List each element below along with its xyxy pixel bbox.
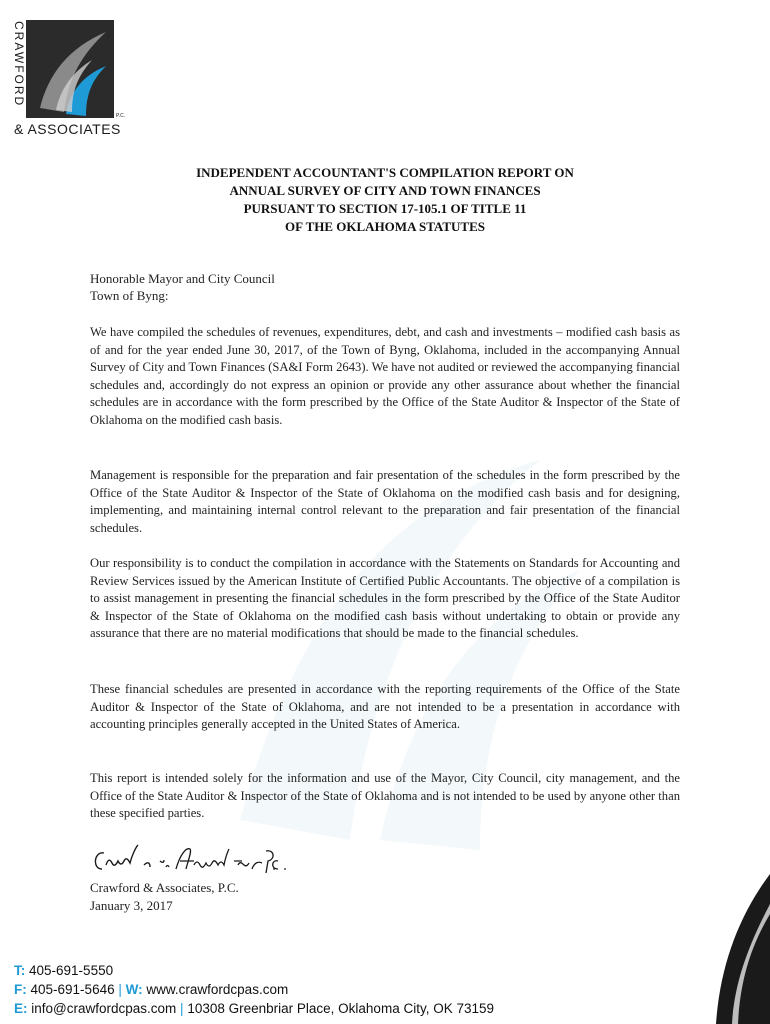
footer-line-email-address <box>14 999 494 1018</box>
email-link[interactable]: info@crawfordcpas.com <box>31 1001 177 1016</box>
paragraph-accountant-responsibility: Our responsibility is to conduct the compilation in accordance with the Statements on Standards for Accounting and Review Services issued by the American Institute of Certified Public Accountants. The objective of a compilation is to assist management in presenting the financial schedules in the form prescribed by the Office of the State Auditor & Inspector of the State of Oklahoma on the modified cash basis without undertaking to obtain or provide any assurance that there are no material modifications that should be made to the financial schedules. <box>90 556 680 641</box>
paragraph-basis-of-presentation: These financial schedules are presented in accordance with the reporting requirements of the Office of the State Auditor & Inspector of the State of Oklahoma, and are not intended to be a presentation in accordance with accounting principles generally accepted in the United States of America. <box>90 682 680 732</box>
title-line: ANNUAL SURVEY OF CITY AND TOWN FINANCES <box>229 183 541 198</box>
salutation <box>90 270 275 304</box>
street-address: 10308 Greenbriar Place, Oklahoma City, OK 73159 <box>187 1001 494 1016</box>
addressee-entity: Town of Byng: <box>90 288 169 303</box>
phone-number[interactable]: 405-691-5550 <box>29 963 114 978</box>
fax-key: F: <box>14 982 27 997</box>
footer-separator: | <box>118 982 122 997</box>
website-link[interactable]: www.crawfordcpas.com <box>146 982 289 997</box>
paragraph-management-responsibility: Management is responsible for the preparation and fair presentation of the schedules in the form prescribed by the Office of the State Auditor & Inspector of the State of Oklahoma on the modified cash basis and for designing, implementing, and maintaining internal control relevant to the preparation and fair presentation of the financial schedules. <box>90 468 680 535</box>
phone-key: T: <box>14 963 26 978</box>
title-line: PURSUANT TO SECTION 17-105.1 OF TITLE 11 <box>243 201 527 216</box>
addressee: Honorable Mayor and City Council <box>90 271 275 286</box>
footer-separator: | <box>180 1001 184 1016</box>
title-line: INDEPENDENT ACCOUNTANT'S COMPILATION REPORT ON <box>196 165 574 180</box>
paragraph-restricted-use: This report is intended solely for the information and use of the Mayor, City Council, city management, and the Office of the State Auditor & Inspector of the State of Oklahoma and is not intended to be used by anyone other than these specified parties. <box>90 771 680 821</box>
title-line: OF THE OKLAHOMA STATUTES <box>285 219 485 234</box>
handwritten-signature <box>90 843 290 877</box>
corner-swoosh-graphic <box>660 874 770 1024</box>
web-key: W: <box>125 982 143 997</box>
logo-associates-text: & ASSOCIATES <box>14 121 121 137</box>
fax-number: 405-691-5646 <box>30 982 115 997</box>
report-date: January 3, 2017 <box>90 898 173 913</box>
firm-name: Crawford & Associates, P.C. <box>90 880 239 895</box>
contact-footer <box>14 961 494 1018</box>
report-title <box>90 164 680 236</box>
signature-block <box>90 879 239 915</box>
footer-line-fax-web <box>14 980 494 999</box>
logo-pc-text: P.C. <box>116 113 126 119</box>
logo-name: CRAWFORD <box>12 20 26 108</box>
logo-mark <box>26 20 114 118</box>
paragraph-compilation-scope: We have compiled the schedules of revenues, expenditures, debt, and cash and investments – modified cash basis as of and for the year ended June 30, 2017, of the Town of Byng, Oklahoma, included in the accompanying Annual Survey of City and Town Finances (SA&I Form 2643). We have not audited or reviewed the accompanying financial schedules and, accordingly do not express an opinion or provide any other assurance about whether the financial schedules are in accordance with the form prescribed by the Office of the State Auditor & Inspector of the State of Oklahoma on the modified cash basis. <box>90 325 680 427</box>
email-key: E: <box>14 1001 28 1016</box>
footer-line-phone <box>14 961 494 980</box>
